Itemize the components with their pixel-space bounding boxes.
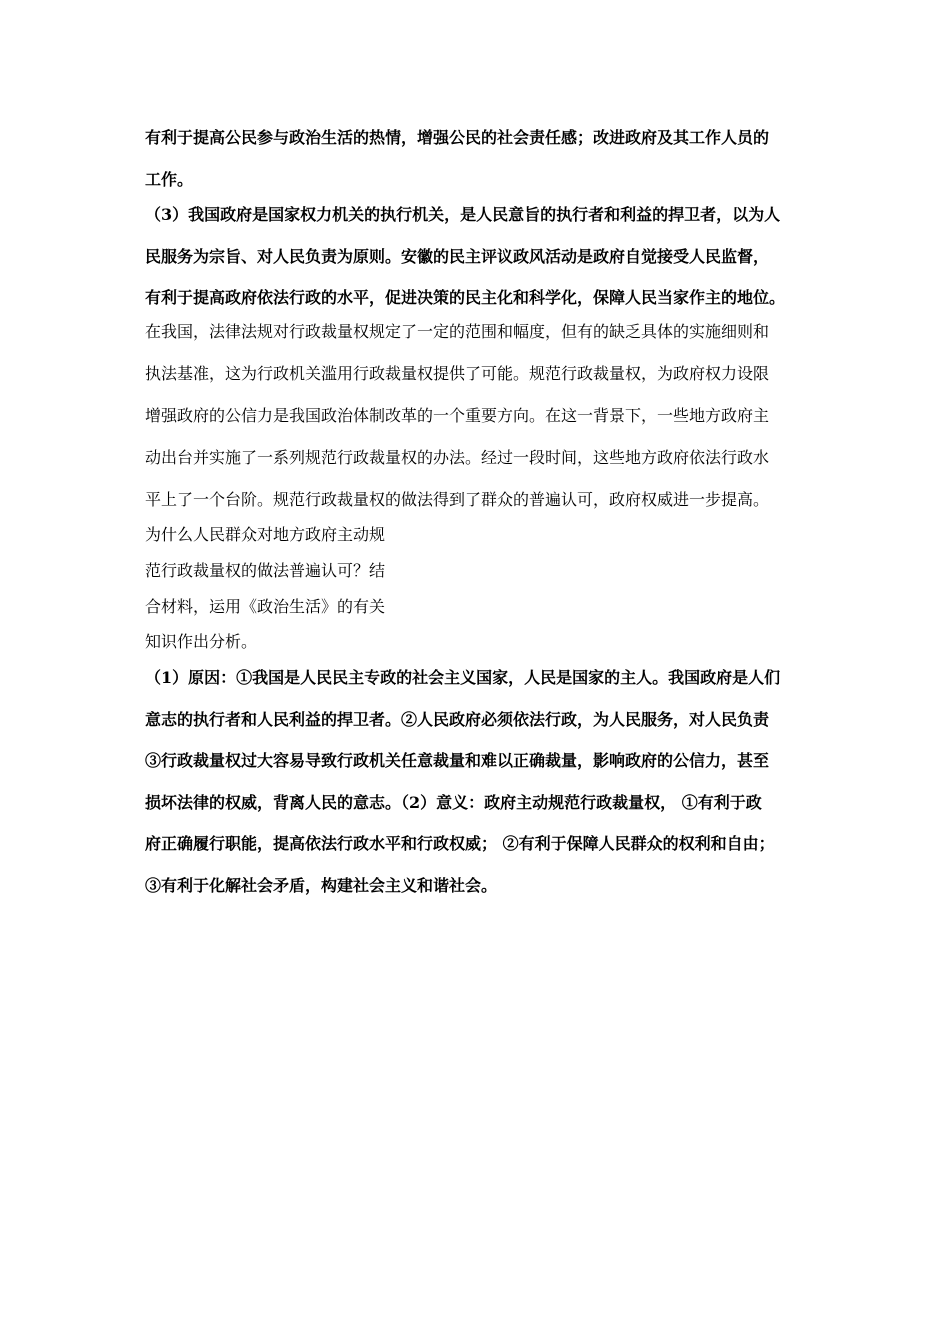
question-line-1: 为什么人民群众对地方政府主动规 (145, 525, 386, 544)
material-line-3: 增强政府的公信力是我国政治体制改革的一个重要方向。在这一背景下，一些地方政府主 (145, 406, 770, 425)
answer-line-5: 府正确履行职能，提高依法行政水平和行政权威； ②有利于保障人民群众的权利和自由； (145, 834, 775, 853)
material-line-5: 平上了一个台阶。规范行政裁量权的做法得到了群众的普遍认可，政府权威进一步提高。 (145, 490, 770, 509)
material-line-1: 在我国，法律法规对行政裁量权规定了一定的范围和幅度，但有的缺乏具体的实施细则和 (145, 322, 770, 341)
answer-line-2: 意志的执行者和人民利益的捍卫者。②人民政府必须依法行政，为人民服务，对人民负责 (145, 710, 770, 729)
answer-part3-line-1: （3）我国政府是国家权力机关的执行机关，是人民意旨的执行者和利益的捍卫者，以为人 (145, 205, 781, 224)
answer-part3-line-3: 有利于提高政府依法行政的水平，促进决策的民主化和科学化，保障人民当家作主的地位。 (145, 288, 786, 307)
answer-line-6: ③有利于化解社会矛盾，构建社会主义和谐社会。 (145, 876, 498, 895)
answer-line-4: 损坏法律的权威，背离人民的意志。（2）意义：政府主动规范行政裁量权， ①有利于政 (145, 793, 762, 812)
question-line-4: 知识作出分析。 (145, 632, 258, 651)
question-line-2: 范行政裁量权的做法普遍认可？结 (145, 561, 386, 580)
answer-part1-line-2: 工作。 (145, 170, 194, 189)
material-line-2: 执法基准，这为行政机关滥用行政裁量权提供了可能。规范行政裁量权，为政府权力设限 (145, 364, 770, 383)
answer-line-1: （1）原因：①我国是人民民主专政的社会主义国家，人民是国家的主人。我国政府是人们 (145, 668, 781, 687)
question-line-3: 合材料，运用《政治生活》的有关 (145, 597, 386, 616)
answer-part3-line-2: 民服务为宗旨、对人民负责为原则。安徽的民主评议政风活动是政府自觉接受人民监督， (145, 247, 770, 266)
material-line-4: 动出台并实施了一系列规范行政裁量权的办法。经过一段时间，这些地方政府依法行政水 (145, 448, 770, 467)
answer-part1-line-1: 有利于提高公民参与政治生活的热情，增强公民的社会责任感；改进政府及其工作人员的 (145, 128, 770, 147)
answer-line-3: ③行政裁量权过大容易导致行政机关任意裁量和难以正确裁量，影响政府的公信力，甚至 (145, 751, 770, 770)
